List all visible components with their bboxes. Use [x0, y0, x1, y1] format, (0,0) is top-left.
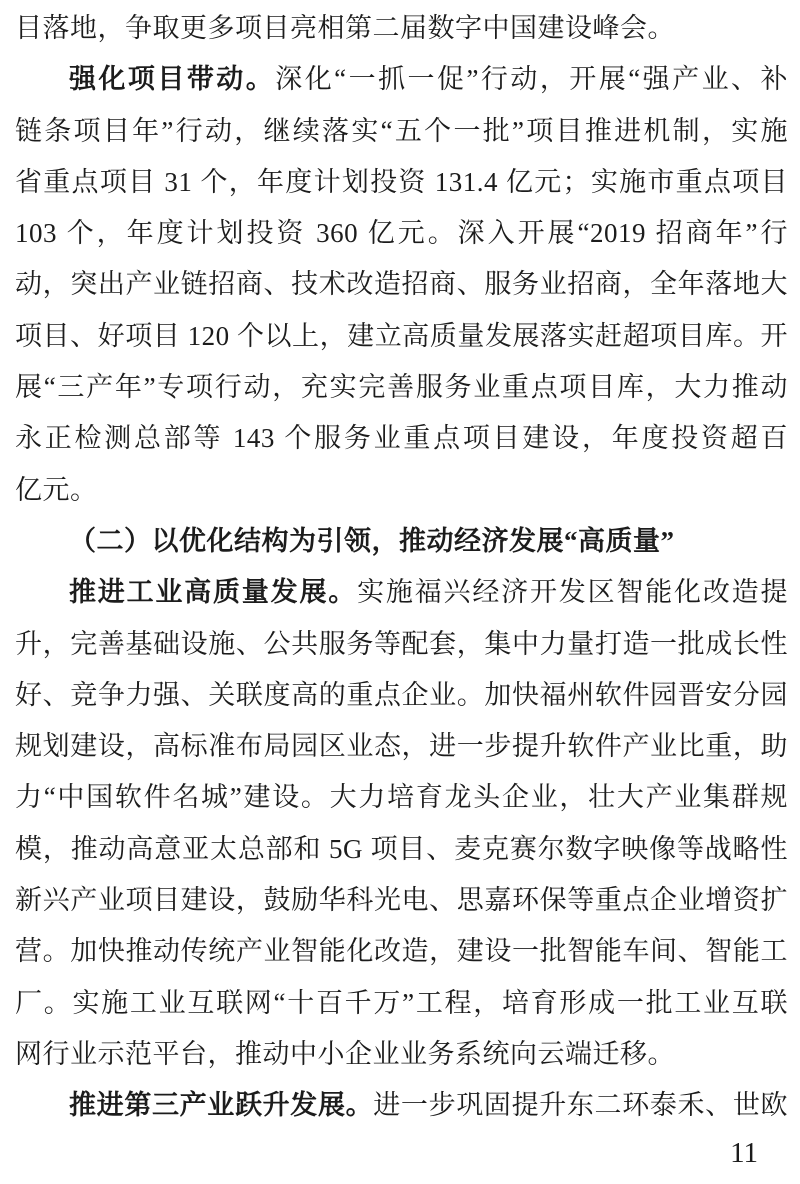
text-line	[15, 516, 788, 567]
text-line	[15, 1080, 788, 1131]
text-line	[15, 3, 788, 54]
text-line	[15, 413, 788, 464]
text-segment: 网行业示范平台，推动中小企业业务系统向云端迁移。	[15, 1038, 675, 1069]
text-segment: 项目、好项目 120 个以上，建立高质量发展落实赶超项目库。开	[15, 320, 788, 351]
bold-text-segment: 强化项目带动。	[69, 64, 276, 95]
text-segment: 亿元。	[15, 474, 98, 505]
text-segment: 链条项目年”行动，继续落实“五个一批”项目推进机制，实施	[15, 115, 788, 146]
text-segment: 永正检测总部等 143 个服务业重点项目建设，年度投资超百	[15, 423, 788, 454]
bold-text-segment: （二）以优化结构为引领，推动经济发展“高质量”	[69, 525, 675, 556]
text-segment: 103 个，年度计划投资 360 亿元。深入开展“2019 招商年”行	[15, 218, 788, 249]
text-line	[15, 311, 788, 362]
text-line	[15, 670, 788, 721]
text-segment: 目落地，争取更多项目亮相第二届数字中国建设峰会。	[15, 13, 675, 43]
text-segment: 进一步巩固提升东二环泰禾、世欧	[373, 1090, 789, 1121]
text-line	[15, 978, 788, 1029]
text-line	[15, 208, 788, 259]
bold-text-segment: 推进第三产业跃升发展。	[69, 1090, 374, 1121]
text-line	[15, 465, 788, 516]
text-line	[15, 824, 788, 875]
text-segment: 动，突出产业链招商、技术改造招商、服务业招商，全年落地大	[15, 269, 788, 300]
document-text-block	[15, 3, 788, 1132]
page-number: 11	[730, 1137, 758, 1169]
text-line	[15, 259, 788, 310]
text-segment: 营。加快推动传统产业智能化改造，建设一批智能车间、智能工	[15, 936, 788, 967]
bold-text-segment: 推进工业高质量发展。	[69, 577, 358, 608]
text-segment: 厂。实施工业互联网“十百千万”工程，培育形成一批工业互联	[15, 987, 788, 1018]
text-segment: 实施福兴经济开发区智能化改造提	[357, 577, 788, 608]
text-segment: 力“中国软件名城”建设。大力培育龙头企业，壮大产业集群规	[15, 782, 788, 813]
text-line	[15, 362, 788, 413]
text-line	[15, 721, 788, 772]
text-segment: 模，推动高意亚太总部和 5G 项目、麦克赛尔数字映像等战略性	[15, 833, 788, 864]
text-segment: 深化“一抓一促”行动，开展“强产业、补	[275, 64, 788, 95]
text-line	[15, 567, 788, 618]
text-segment: 好、竞争力强、关联度高的重点企业。加快福州软件园晋安分园	[15, 679, 788, 710]
text-segment: 新兴产业项目建设，鼓励华科光电、思嘉环保等重点企业增资扩	[15, 885, 788, 916]
text-line	[15, 157, 788, 208]
text-segment: 升，完善基础设施、公共服务等配套，集中力量打造一批成长性	[15, 628, 788, 659]
text-segment: 规划建设，高标准布局园区业态，进一步提升软件产业比重，助	[15, 731, 788, 762]
text-line	[15, 619, 788, 670]
text-line	[15, 106, 788, 157]
text-segment: 展“三产年”专项行动，充实完善服务业重点项目库，大力推动	[15, 372, 788, 403]
text-line	[15, 926, 788, 977]
text-line	[15, 1029, 788, 1080]
text-line	[15, 54, 788, 105]
text-segment: 省重点项目 31 个，年度计划投资 131.4 亿元；实施市重点项目	[15, 166, 788, 197]
text-line	[15, 772, 788, 823]
text-line	[15, 875, 788, 926]
